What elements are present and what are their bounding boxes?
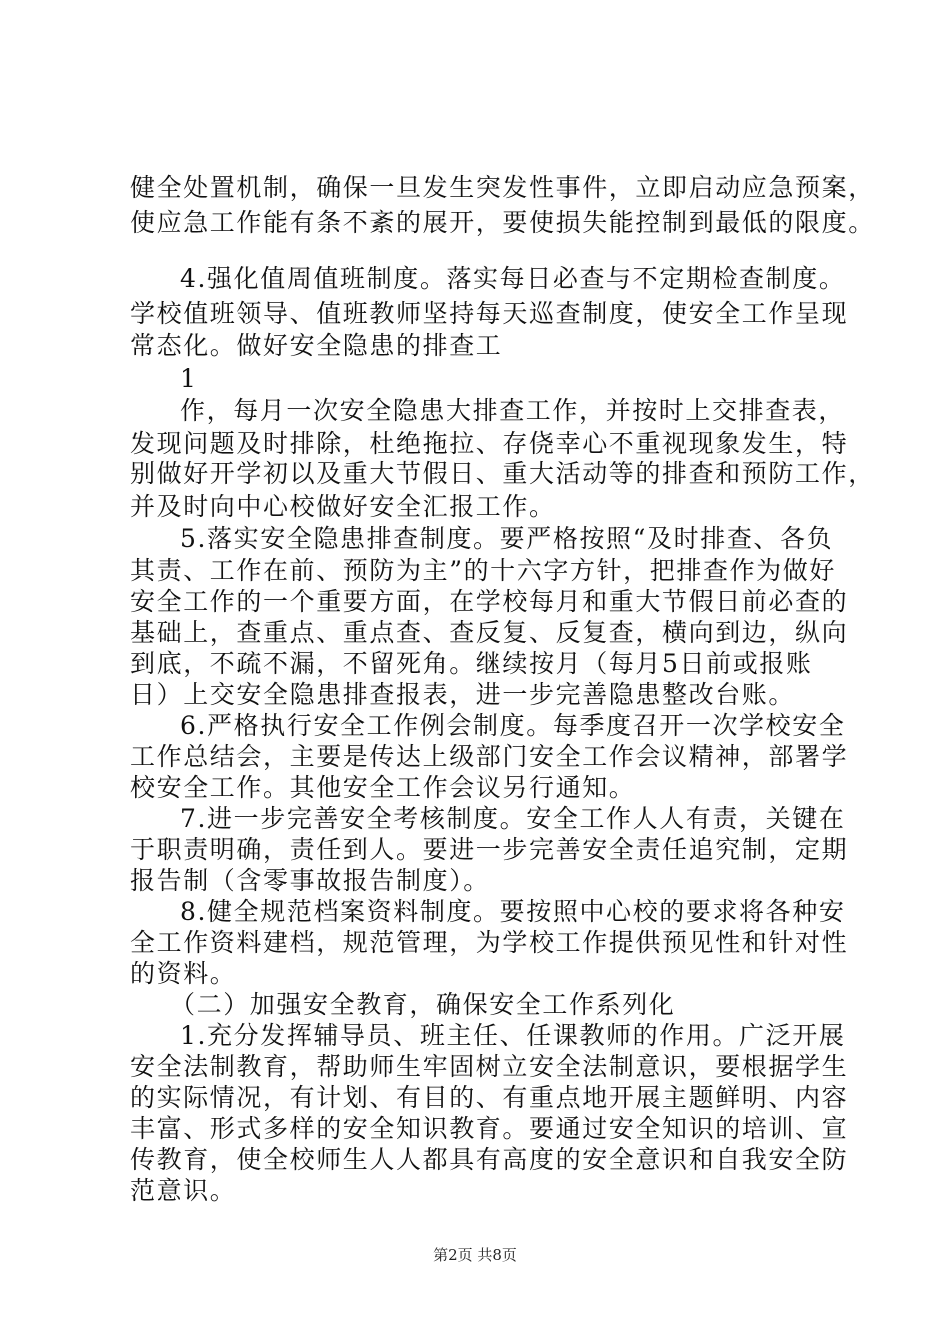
body-line: 范意识。 [130, 1176, 237, 1205]
body-line: 发现问题及时排除，杜绝拖拉、存侥幸心不重视现象发生，特 [130, 429, 849, 458]
body-line: 使应急工作能有条不紊的展开，要使损失能控制到最低的限度。 [130, 208, 875, 237]
body-line: 报告制（含零事故报告制度）。 [130, 866, 490, 895]
body-line: 其责、工作在前、预防为主”的十六字方针，把排查作为做好 [130, 556, 836, 585]
paragraph-heading: 5.落实安全隐患排查制度。要严格按照“及时排查、各负 [180, 524, 834, 553]
body-line: 基础上，查重点、重点查、查反复、反复查，横向到边，纵向 [130, 618, 849, 647]
page-footer: 第2页 共8页 [433, 1246, 517, 1264]
paragraph-heading: 6.严格执行安全工作例会制度。每季度召开一次学校安全 [180, 711, 846, 740]
body-line: 丰富、形式多样的安全知识教育。要通过安全知识的培训、宣 [130, 1114, 849, 1143]
body-line: 到底，不疏不漏，不留死角。继续按月（每月5日前或报账 [130, 649, 813, 678]
body-line: 日）上交安全隐患排查报表，进一步完善隐患整改台账。 [130, 680, 796, 709]
section-heading: （二）加强安全教育，确保安全工作系列化 [170, 990, 676, 1019]
paragraph-heading: 1.充分发挥辅导员、班主任、任课教师的作用。广泛开展 [180, 1021, 846, 1050]
page-marker: 1 [180, 364, 198, 393]
body-line: 安全法制教育，帮助师生牢固树立安全法制意识，要根据学生 [130, 1052, 849, 1081]
body-line: 校安全工作。其他安全工作会议另行通知。 [130, 773, 636, 802]
body-line: 工作总结会，主要是传达上级部门安全工作会议精神，部署学 [130, 742, 849, 771]
body-line: 别做好开学初以及重大节假日、重大活动等的排查和预防工作， [130, 459, 875, 488]
body-line: 传教育，使全校师生人人都具有高度的安全意识和自我安全防 [130, 1145, 849, 1174]
body-line: 于职责明确，责任到人。要进一步完善安全责任追究制，定期 [130, 835, 849, 864]
body-line: 并及时向中心校做好安全汇报工作。 [130, 492, 556, 521]
body-line: 的实际情况，有计划、有目的、有重点地开展主题鲜明、内容 [130, 1083, 849, 1112]
paragraph-heading: 4.强化值周值班制度。落实每日必查与不定期检查制度。 [180, 264, 846, 293]
body-line: 常态化。做好安全隐患的排查工 [130, 331, 503, 360]
body-line: 安全工作的一个重要方面，在学校每月和重大节假日前必查的 [130, 587, 849, 616]
body-line: 学校值班领导、值班教师坚持每天巡查制度，使安全工作呈现 [130, 299, 849, 328]
body-line: 健全处置机制，确保一旦发生突发性事件，立即启动应急预案， [130, 173, 875, 202]
body-line: 作，每月一次安全隐患大排查工作，并按时上交排查表， [180, 396, 846, 425]
paragraph-heading: 7.进一步完善安全考核制度。安全工作人人有责，关键在 [180, 804, 846, 833]
body-line: 的资料。 [130, 959, 237, 988]
paragraph-heading: 8.健全规范档案资料制度。要按照中心校的要求将各种安 [180, 897, 846, 926]
body-line: 全工作资料建档，规范管理，为学校工作提供预见性和针对性 [130, 928, 849, 957]
